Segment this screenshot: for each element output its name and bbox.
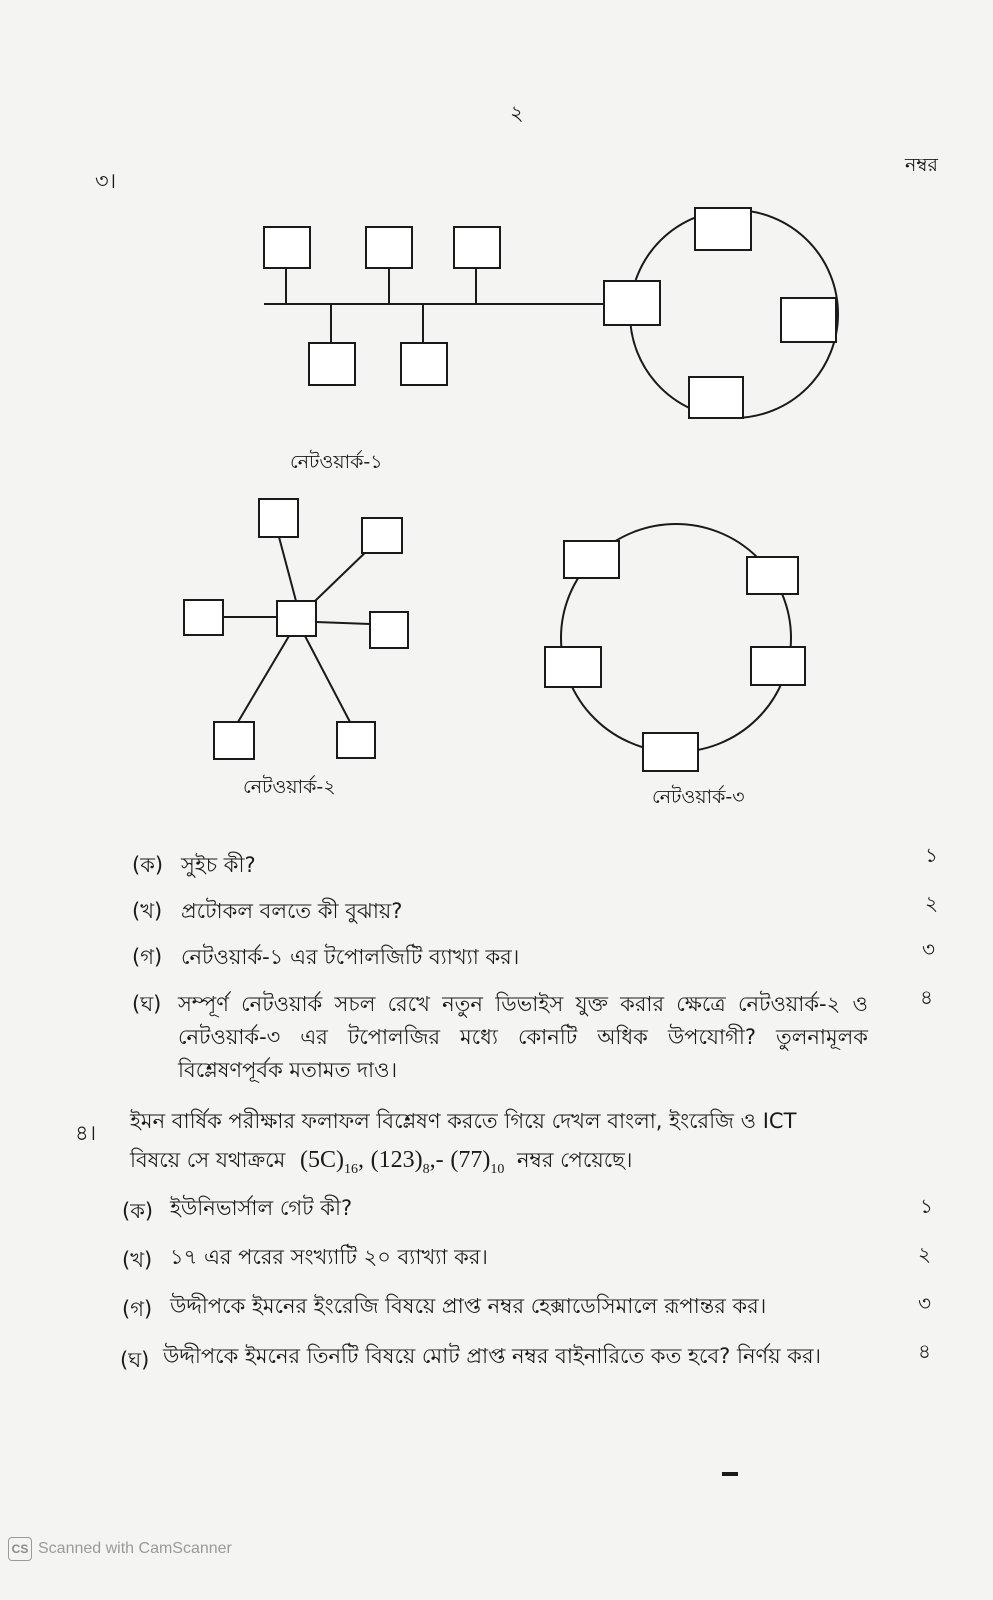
camscanner-logo-icon: CS: [8, 1537, 32, 1561]
q4-stem-suffix: নম্বর পেয়েছে।: [517, 1148, 633, 1172]
camscanner-watermark: [8, 1537, 232, 1561]
q4-part-gha-text: উদ্দীপকে ইমনের তিনটি বিষয়ে মোট প্রাপ্ত নম্বর বাইনারিতে কত হবে? নির্ণয় কর।: [163, 1344, 822, 1368]
network-3-ring-diagram: [545, 524, 805, 771]
scan-mark: [722, 1472, 738, 1476]
q3-part-gha-text: সম্পূর্ণ নেটওয়ার্ক সচল রেখে নতুন ডিভাইস যুক্ত করার ক্ষেত্রে নেটওয়ার্ক-২ ও নেটওয়ার্ক-৩ এর টপোলজির মধ্যে কোনটি অধিক উপযোগী? তুলনামূলক বিশ্লেষণপূর্বক মতামত দাও।: [178, 992, 868, 1082]
question-4-number: ৪।: [75, 1121, 97, 1145]
q4-value-bangla: $(5C)_{16}$,: [299, 1147, 364, 1177]
network-1-label: নেটওয়ার্ক-১: [290, 451, 383, 473]
q3-part-ka-marks: ১: [925, 843, 938, 867]
q4-part-ga-text: উদ্দীপকে ইমনের ইংরেজি বিষয়ে প্রাপ্ত নম্বর হেক্সাডেসিমালে রূপান্তর কর।: [170, 1294, 767, 1318]
q4-part-kha-text: ১৭ এর পরের সংখ্যাটি ২০ ব্যাখ্যা কর।: [170, 1245, 488, 1269]
network-2-star-diagram: [184, 499, 408, 759]
question-3-number: ৩।: [95, 169, 117, 193]
q3-part-ga-label: (গ): [132, 945, 163, 969]
q4-part-ka-label: (ক): [122, 1199, 154, 1223]
network-2-label: নেটওয়ার্ক-২: [243, 776, 336, 798]
page-number: ২: [510, 101, 524, 125]
q4-stem-line-2: [130, 1145, 632, 1179]
q4-part-gha-marks: ৪: [918, 1339, 931, 1363]
q3-part-gha-label: (ঘ): [132, 992, 162, 1016]
q3-part-ka-text: সুইচ কী?: [181, 853, 256, 877]
network-1-bus-ring-diagram: [264, 208, 838, 418]
q4-part-gha-label: (ঘ): [120, 1348, 150, 1372]
q4-value-ict: $(77)_{10}$: [450, 1147, 505, 1177]
q4-part-ka-text: ইউনিভার্সাল গেট কী?: [170, 1196, 353, 1220]
q4-part-kha-marks: ২: [918, 1242, 932, 1266]
q3-part-ka-label: (ক): [132, 853, 164, 877]
q3-part-kha-marks: ২: [925, 891, 939, 915]
q4-part-ka-marks: ১: [920, 1194, 933, 1218]
q3-part-kha-text: প্রটোকল বলতে কী বুঝায়?: [181, 899, 403, 923]
q3-part-gha-marks: ৪: [920, 985, 933, 1009]
marks-header: নম্বর: [905, 154, 938, 176]
q4-part-ga-label: (গ): [122, 1297, 153, 1321]
q4-stem-line-1: ইমন বার্ষিক পরীক্ষার ফলাফল বিশ্লেষণ করতে গিয়ে দেখল বাংলা, ইংরেজি ও ICT: [130, 1109, 797, 1133]
q4-part-ga-marks: ৩: [918, 1291, 932, 1315]
q4-value-english: $(123)_8,-$: [370, 1147, 444, 1177]
q3-part-ga-text: নেটওয়ার্ক-১ এর টপোলজিটি ব্যাখ্যা কর।: [181, 945, 520, 969]
camscanner-text: Scanned with CamScanner: [38, 1540, 232, 1557]
network-3-label: নেটওয়ার্ক-৩: [652, 786, 745, 808]
q4-part-kha-label: (খ): [122, 1248, 153, 1272]
q4-stem-prefix: বিষয়ে সে যথাক্রমে: [130, 1148, 286, 1172]
q3-part-ga-marks: ৩: [922, 937, 936, 961]
q3-part-kha-label: (খ): [132, 899, 163, 923]
